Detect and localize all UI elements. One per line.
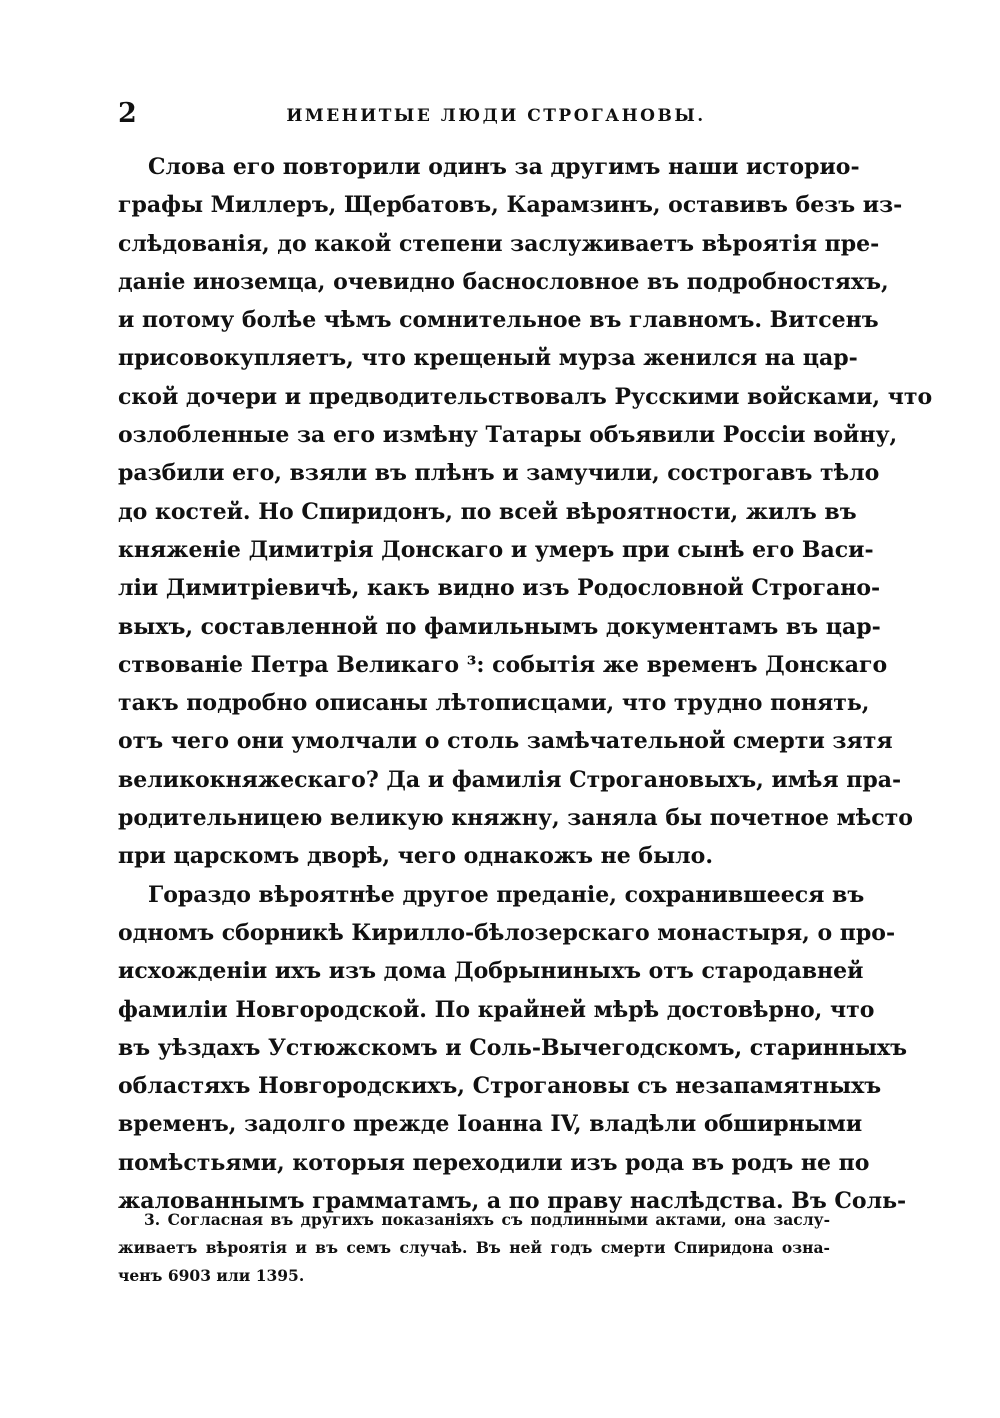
text-line: слѣдованія, до какой степени заслуживаетъ вѣроятія пре- [118, 230, 880, 257]
footnotes [118, 1206, 830, 1290]
text-line: одномъ сборникѣ Кирилло-бѣлозерскаго монастыря, о про- [118, 919, 896, 946]
text-line: ской дочери и предводительствовалъ Русскими войсками, что [118, 383, 933, 410]
text-line: Гораздо вѣроятнѣе другое преданіе, сохранившееся въ [148, 881, 865, 908]
text-line: присовокупляетъ, что крещеный мурза женился на цар- [118, 345, 858, 372]
text-line: жалованнымъ грамматамъ, а по праву наслѣдства. Въ Соль- [118, 1188, 907, 1215]
footnote-3 [118, 1206, 830, 1290]
text-line: родительницею великую княжну, заняла бы почетное мѣсто [118, 805, 913, 832]
text-line: ліи Димитріевичѣ, какъ видно изъ Родословной Строгано- [118, 575, 881, 602]
text-line: при царскомъ дворѣ, чего однакожъ не было. [118, 843, 713, 870]
text-line: въ уѣздахъ Устюжскомъ и Соль-Вычегодскомъ, старинныхъ [118, 1034, 908, 1061]
text-line: озлобленные за его измѣну Татары объявили Россіи войну, [118, 422, 898, 449]
text-line: разбили его, взяли въ плѣнъ и замучили, сострогавъ тѣло [118, 460, 880, 487]
paragraph-1 [118, 148, 933, 876]
main-text [118, 148, 933, 1220]
page-number: 2 [118, 98, 137, 129]
footnote-line: ченъ 6903 или 1395. [118, 1266, 305, 1285]
text-line: такъ подробно описаны лѣтописцами, что трудно понять, [118, 690, 870, 717]
text-line: графы Миллеръ, Щербатовъ, Карамзинъ, оставивъ безъ из- [118, 192, 903, 219]
text-line: даніе иноземца, очевидно баснословное въ подробностяхъ, [118, 268, 889, 295]
text-line: областяхъ Новгородскихъ, Строгановы съ незапамятныхъ [118, 1073, 882, 1100]
footnote-line: 3. Согласная въ другихъ показаніяхъ съ подлинными актами, она заслу- [144, 1210, 830, 1229]
page-header [118, 98, 830, 132]
text-line: до костей. Но Спиридонъ, по всей вѣроятности, жилъ въ [118, 498, 857, 525]
text-line: фамиліи Новгородской. По крайней мѣрѣ достовѣрно, что [118, 996, 875, 1023]
text-line: великокняжескаго? Да и фамилія Строгановыхъ, имѣя пра- [118, 766, 902, 793]
paragraph-2 [118, 876, 908, 1221]
text-line: отъ чего они умолчали о столь замѣчательной смерти зятя [118, 728, 893, 755]
text-line: Слова его повторили одинъ за другимъ наши историо- [148, 154, 860, 180]
running-title: ИМЕНИТЫЕ ЛЮДИ СТРОГАНОВЫ. [286, 106, 706, 126]
footnote-line: живаетъ вѣроятія и въ семъ случаѣ. Въ ней годъ смерти Спиридона озна- [118, 1238, 830, 1257]
text-line: и потому болѣе чѣмъ сомнительное въ главномъ. Витсенъ [118, 307, 879, 334]
text-line: помѣстьями, которыя переходили изъ рода въ родъ не по [118, 1149, 870, 1176]
text-line: исхожденіи ихъ изъ дома Добрыниныхъ отъ стародавней [118, 958, 864, 985]
text-line: княженіе Димитрія Донскаго и умеръ при сынѣ его Васи- [118, 536, 874, 563]
text-line: временъ, задолго прежде Іоанна IV, владѣли обширными [118, 1111, 863, 1138]
text-line: выхъ, составленной по фамильнымъ документамъ въ цар- [118, 613, 881, 640]
text-line: ствованіе Петра Великаго ³: событія же временъ Донскаго [118, 651, 888, 678]
